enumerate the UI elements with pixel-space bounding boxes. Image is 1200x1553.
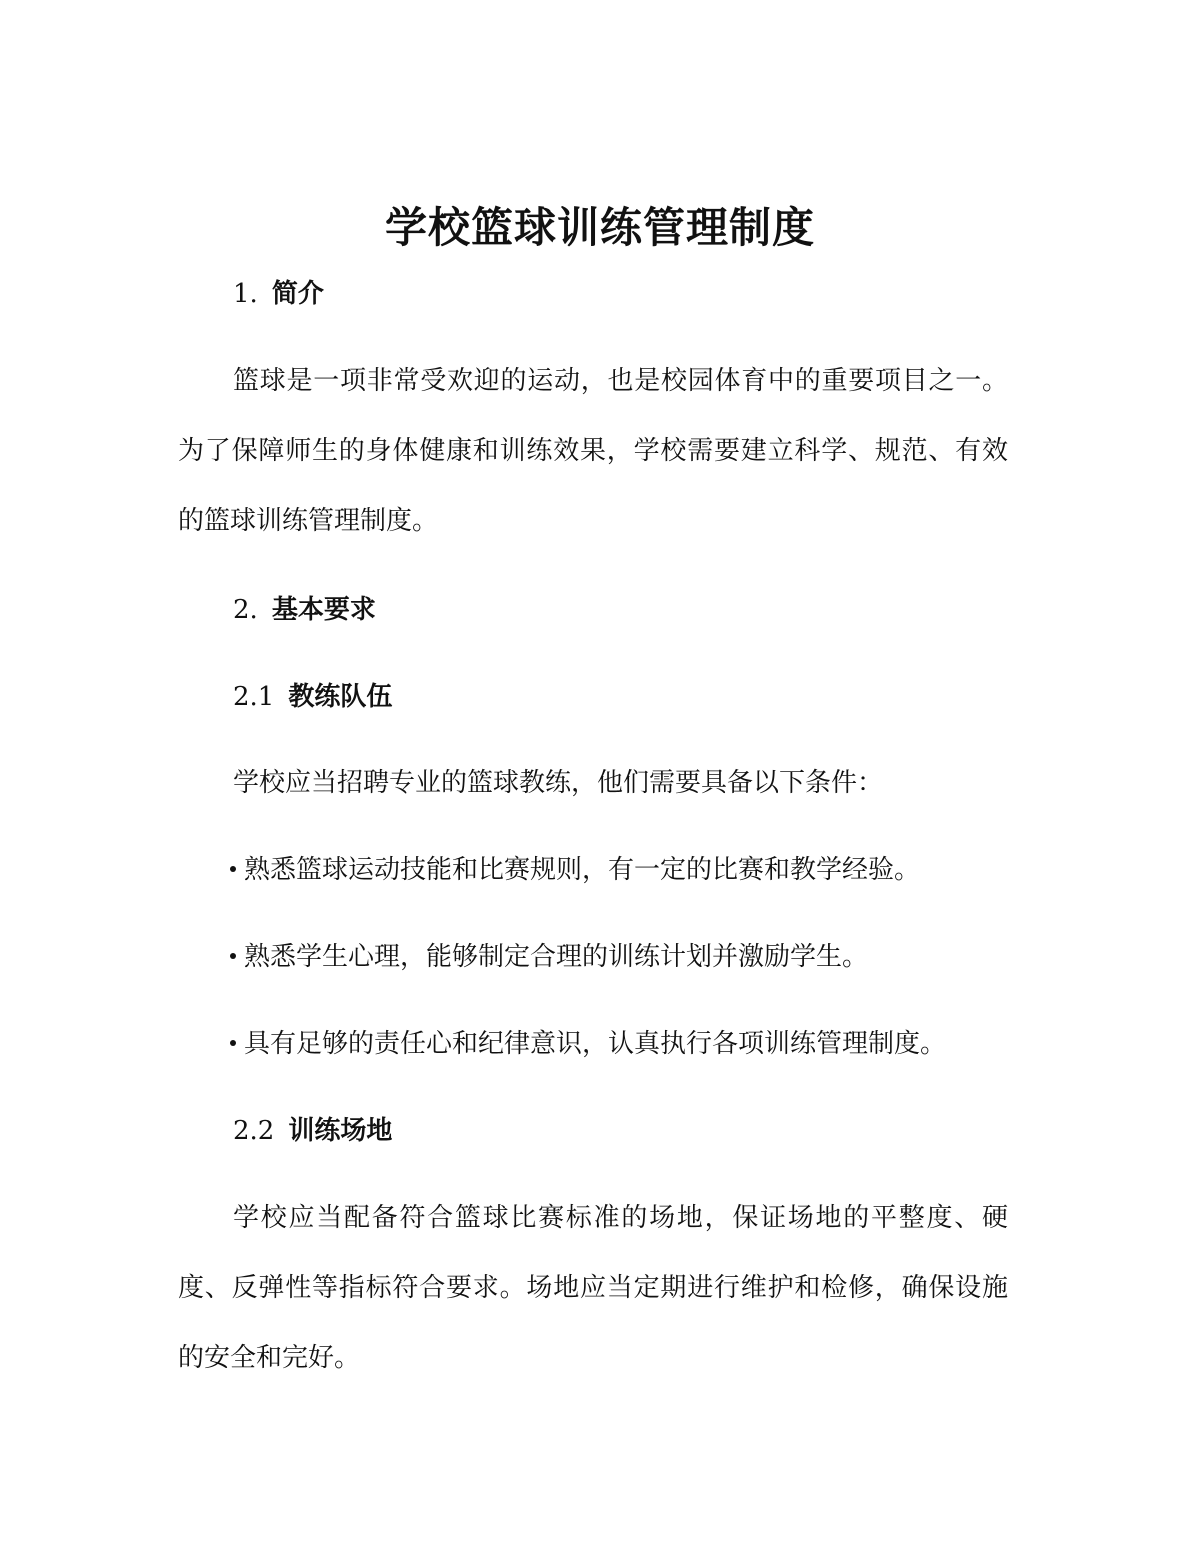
intro-paragraph: 篮球是一项非常受欢迎的运动，也是校园体育中的重要项目之一。为了保障师生的身体健康和训练效果，学校需要建立科学、规范、有效的篮球训练管理制度。 [178,366,1008,536]
bullet-item [230,850,920,890]
section-number: 2.2 [233,1116,275,1146]
section-title: 简介 [271,279,324,309]
bullet-text: 熟悉学生心理，能够制定合理的训练计划并激励学生。 [244,942,869,972]
section-title: 训练场地 [288,1116,393,1146]
section-heading-coaching-staff [233,677,392,717]
section-number: 2.1 [233,682,275,712]
bullet-text: 熟悉篮球运动技能和比赛规则，有一定的比赛和教学经验。 [244,855,921,885]
section-heading-intro [233,274,324,314]
section-heading-basic-requirements [233,590,376,630]
bullet-item [230,1024,946,1064]
bullet-dot-icon [230,953,236,959]
bullet-text: 具有足够的责任心和纪律意识，认真执行各项训练管理制度。 [244,1029,947,1059]
section-heading-training-venue [233,1111,392,1151]
bullet-dot-icon [230,1040,236,1046]
training-venue-paragraph: 学校应当配备符合篮球比赛标准的场地，保证场地的平整度、硬度、反弹性等指标符合要求。场地应当定期进行维护和检修，确保设施的安全和完好。 [178,1203,1008,1373]
coaching-staff-intro: 学校应当招聘专业的篮球教练，他们需要具备以下条件： [233,768,884,798]
section-number: 2. [233,595,258,625]
document-title: 学校篮球训练管理制度 [384,203,815,252]
section-title: 基本要求 [271,595,376,625]
bullet-item [230,937,868,977]
section-number: 1. [233,279,258,309]
bullet-dot-icon [230,866,236,872]
section-title: 教练队伍 [288,682,393,712]
